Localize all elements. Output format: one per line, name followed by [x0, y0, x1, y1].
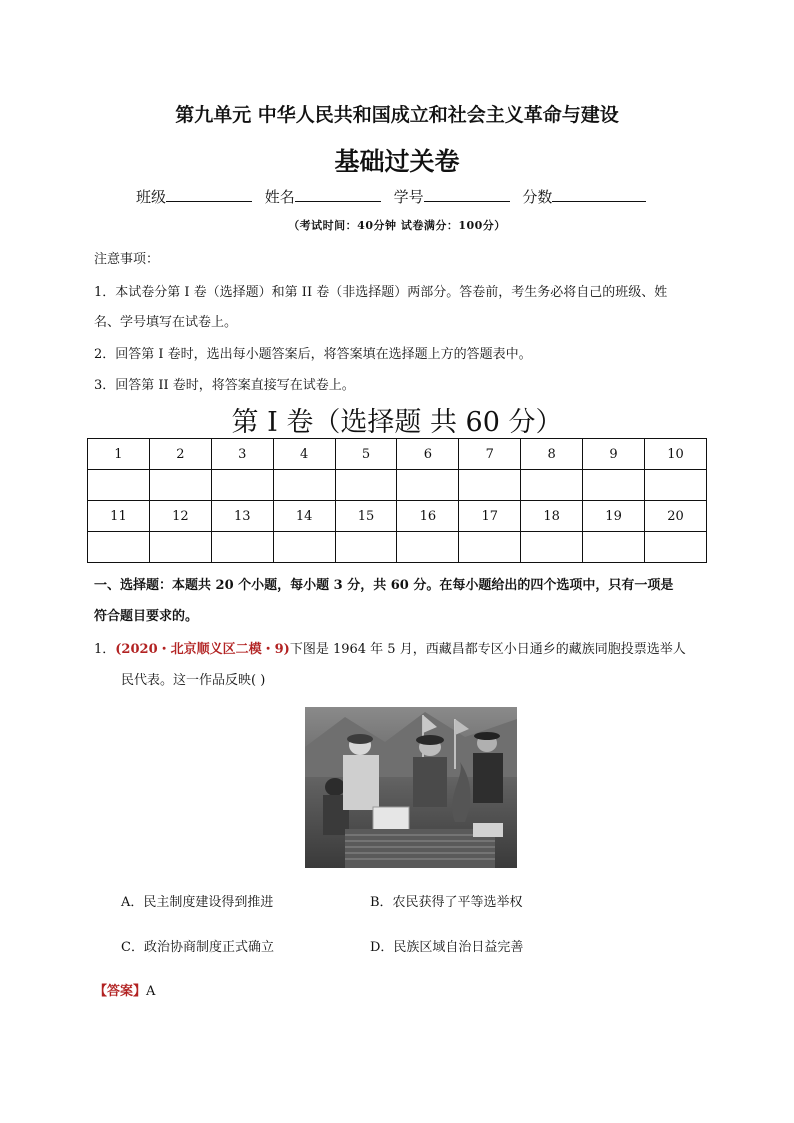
answer-cell[interactable] [335, 470, 397, 501]
answer-cell[interactable] [645, 470, 707, 501]
answer-number: 13 [211, 501, 273, 532]
answer-number: 17 [459, 501, 521, 532]
option-d[interactable]: D．民族区域自治日益完善 [370, 940, 524, 955]
instruction-line-2: 符合题目要求的。 [94, 609, 199, 624]
answer-label: 【答案】 [94, 984, 147, 999]
number-blank[interactable] [424, 186, 510, 202]
answer-cell[interactable] [521, 470, 583, 501]
unit-title: 第九单元 中华人民共和国成立和社会主义革命与建设 [175, 104, 619, 126]
answer-number: 1 [88, 439, 150, 470]
answer-number: 15 [335, 501, 397, 532]
answer-number: 19 [583, 501, 645, 532]
option-c[interactable]: C．政治协商制度正式确立 [121, 940, 274, 955]
answer-cell[interactable] [459, 532, 521, 563]
notice-item-1b: 名、学号填写在试卷上。 [94, 315, 238, 330]
question-number: 1． [94, 642, 116, 657]
section-title: 第 I 卷（选择题 共 60 分） [231, 407, 563, 438]
answer-line [94, 980, 155, 999]
answer-cell[interactable] [211, 470, 273, 501]
answer-number-row-2 [88, 501, 707, 532]
answer-cell[interactable] [583, 470, 645, 501]
answer-number: 7 [459, 439, 521, 470]
answer-cell[interactable] [149, 470, 211, 501]
answer-value: A [146, 984, 156, 999]
answer-number-row-1 [88, 439, 707, 470]
notice-item-1a: 1．本试卷分第 I 卷（选择题）和第 II 卷（非选择题）两部分。答卷前，考生务必将自己的班级、姓 [94, 285, 668, 300]
answer-number: 20 [645, 501, 707, 532]
question-1-line-1 [94, 638, 686, 657]
answer-cell[interactable] [397, 470, 459, 501]
notice-item-2: 2．回答第 I 卷时，选出每小题答案后，将答案填在选择题上方的答题表中。 [94, 347, 532, 362]
answer-number: 8 [521, 439, 583, 470]
exam-info: （考试时间：40分钟 试卷满分：100分） [288, 219, 506, 232]
answer-number: 6 [397, 439, 459, 470]
student-fields [136, 186, 646, 207]
answer-number: 14 [273, 501, 335, 532]
class-label: 班级 [136, 188, 167, 206]
answer-cell[interactable] [273, 532, 335, 563]
voting-photo [305, 707, 517, 868]
answer-number: 9 [583, 439, 645, 470]
answer-blank-row-1 [88, 470, 707, 501]
answer-cell[interactable] [521, 532, 583, 563]
answer-cell[interactable] [273, 470, 335, 501]
answer-table [87, 438, 707, 563]
name-blank[interactable] [295, 186, 381, 202]
answer-blank-row-2 [88, 532, 707, 563]
answer-number: 5 [335, 439, 397, 470]
answer-cell[interactable] [149, 532, 211, 563]
answer-cell[interactable] [88, 470, 150, 501]
answer-number: 12 [149, 501, 211, 532]
name-label: 姓名 [264, 188, 295, 206]
answer-cell[interactable] [397, 532, 459, 563]
notice-heading: 注意事项： [94, 252, 160, 267]
answer-number: 2 [149, 439, 211, 470]
option-b[interactable]: B．农民获得了平等选举权 [370, 895, 523, 910]
option-a[interactable]: A．民主制度建设得到推进 [121, 895, 274, 910]
answer-cell[interactable] [88, 532, 150, 563]
answer-cell[interactable] [335, 532, 397, 563]
question-text-2: 民代表。这一作品反映( ) [121, 673, 266, 688]
answer-cell[interactable] [459, 470, 521, 501]
instruction-line-1: 一、选择题：本题共 20 个小题，每小题 3 分，共 60 分。在每小题给出的四个选项中，只有一项是 [94, 578, 674, 593]
paper-title: 基础过关卷 [334, 147, 460, 176]
answer-cell[interactable] [211, 532, 273, 563]
notice-item-3: 3．回答第 II 卷时，将答案直接写在试卷上。 [94, 378, 355, 393]
question-text-1: 下图是 1964 年 5 月，西藏昌都专区小日通乡的藏族同胞投票选举人 [289, 642, 686, 657]
score-blank[interactable] [552, 186, 646, 202]
answer-number: 11 [88, 501, 150, 532]
question-source: (2020・北京顺义区二模・9) [115, 642, 290, 657]
answer-number: 16 [397, 501, 459, 532]
answer-number: 18 [521, 501, 583, 532]
answer-cell[interactable] [583, 532, 645, 563]
score-label: 分数 [522, 188, 553, 206]
answer-cell[interactable] [645, 532, 707, 563]
answer-number: 4 [273, 439, 335, 470]
answer-number: 10 [645, 439, 707, 470]
class-blank[interactable] [166, 186, 252, 202]
number-label: 学号 [393, 188, 424, 206]
answer-number: 3 [211, 439, 273, 470]
